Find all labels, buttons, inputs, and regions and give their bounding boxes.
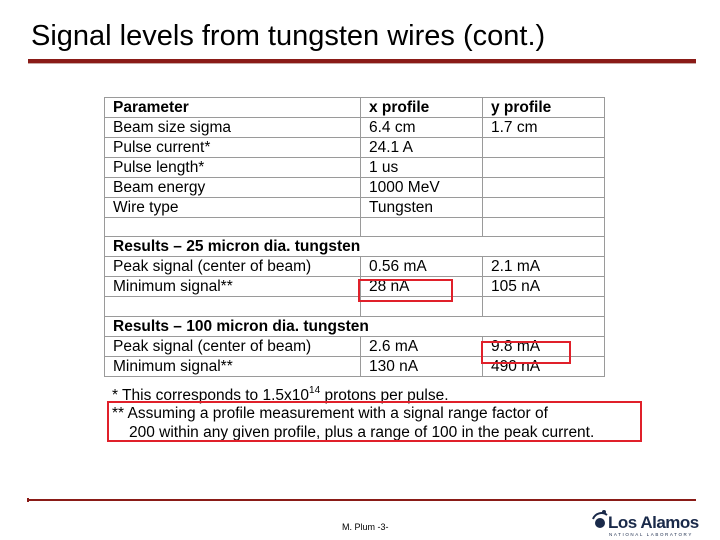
section-heading-100-micron: Results – 100 micron dia. tungsten (105, 316, 605, 336)
table-row (105, 158, 605, 178)
table-cell (105, 218, 361, 237)
table-cell: Minimum signal** (105, 356, 361, 376)
table-row (105, 118, 605, 138)
table-cell: Peak signal (center of beam) (105, 336, 361, 356)
parameters-table (104, 97, 604, 377)
table-cell: 2.1 mA (483, 257, 605, 277)
author-page-label: M. Plum -3- (342, 522, 389, 532)
table-cell: 105 nA (483, 277, 605, 297)
header-cell: x profile (361, 98, 483, 118)
table-cell: 1 us (361, 158, 483, 178)
logo-subtext: NATIONAL LABORATORY (609, 532, 693, 537)
table-cell (483, 198, 605, 218)
slide-title: Signal levels from tungsten wires (cont.) (31, 20, 546, 52)
section-heading-row (105, 237, 605, 257)
section-heading-25-micron: Results – 25 micron dia. tungsten (105, 237, 605, 257)
table-cell (361, 218, 483, 237)
table-cell: 28 nA (361, 277, 483, 297)
table-spacer-row (105, 218, 605, 237)
table-cell (105, 297, 361, 316)
table-cell: Wire type (105, 198, 361, 218)
table-cell: Tungsten (361, 198, 483, 218)
table-cell: Pulse length* (105, 158, 361, 178)
section-heading-row (105, 316, 605, 336)
logo-wordmark: Los Alamos (608, 513, 699, 532)
table-row (105, 198, 605, 218)
header-cell: y profile (483, 98, 605, 118)
table-cell: 1.7 cm (483, 118, 605, 138)
table-cell: 1000 MeV (361, 178, 483, 198)
table-header-row (105, 98, 605, 118)
table-cell: Peak signal (center of beam) (105, 257, 361, 277)
footer-rule (28, 499, 696, 501)
table-cell: 24.1 A (361, 138, 483, 158)
table-row (105, 138, 605, 158)
table-cell (483, 138, 605, 158)
header-cell: Parameter (105, 98, 361, 118)
footnote-text: protons per pulse. (320, 387, 449, 404)
table-cell: 6.4 cm (361, 118, 483, 138)
highlight-box-footnote (107, 401, 642, 442)
footnote-line: 200 within any given profile, plus a range of 100 in the peak current. (129, 424, 595, 441)
table-row (105, 178, 605, 198)
table-cell: Pulse current* (105, 138, 361, 158)
table-cell: 130 nA (361, 356, 483, 376)
highlight-box-9-8ma (481, 341, 571, 364)
table-cell: 2.6 mA (361, 336, 483, 356)
table-row (105, 277, 605, 297)
title-rule (28, 59, 696, 64)
table-cell: Beam energy (105, 178, 361, 198)
los-alamos-logo (590, 507, 700, 540)
footnote-exponent: 14 (309, 385, 321, 396)
table-cell (483, 297, 605, 316)
table-cell: 490 nA (483, 356, 605, 376)
table-cell: Minimum signal** (105, 277, 361, 297)
table-row (105, 257, 605, 277)
table-cell (483, 218, 605, 237)
table-cell: Beam size sigma (105, 118, 361, 138)
table-cell: 9.8 mA (483, 336, 605, 356)
table-spacer-row (105, 297, 605, 316)
logo-mark-icon (590, 507, 610, 533)
highlight-box-28na (358, 279, 453, 302)
table-cell: 0.56 mA (361, 257, 483, 277)
footnote-text: * This corresponds to 1.5x10 (112, 387, 310, 404)
table-cell (483, 178, 605, 198)
footnote-line: ** Assuming a profile measurement with a signal range factor of (112, 405, 548, 422)
table-cell (483, 158, 605, 178)
